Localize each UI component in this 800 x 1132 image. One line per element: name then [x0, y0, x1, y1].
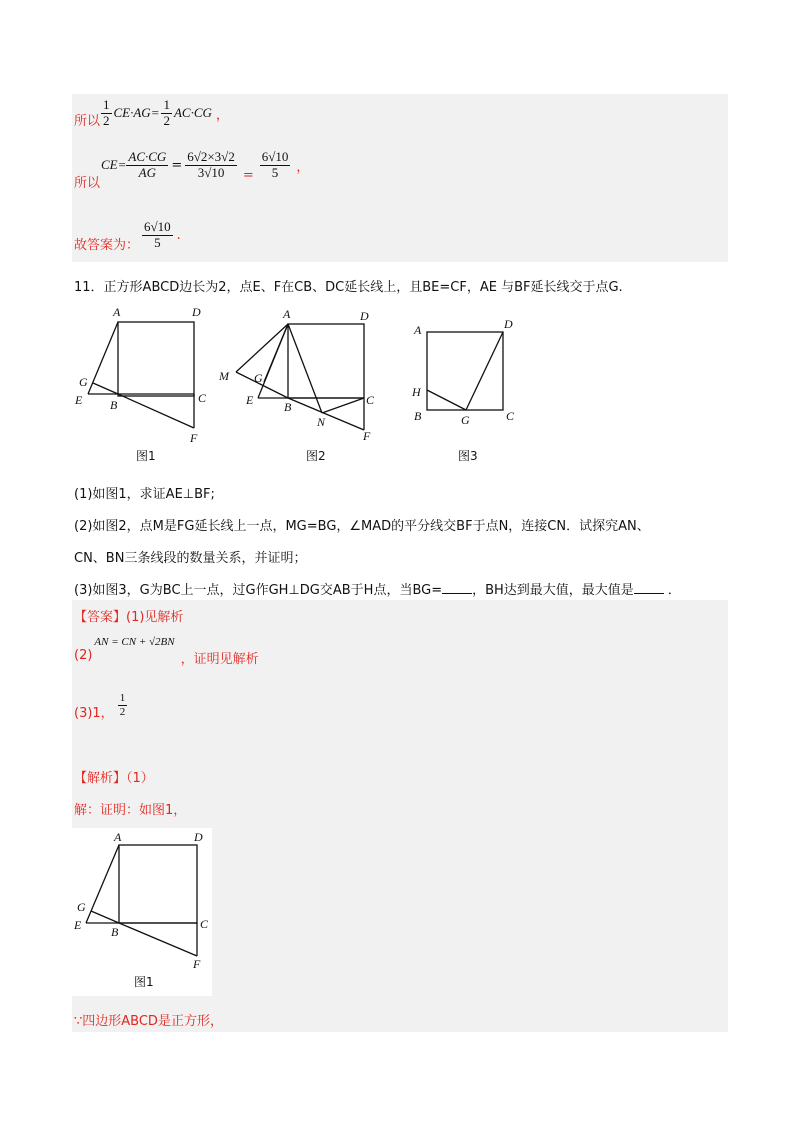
- analysis-tag: 【解析】: [74, 771, 127, 786]
- fig2-caption: 图2: [306, 449, 326, 463]
- fig1-label-f: F: [190, 431, 198, 445]
- fig3-label-h: H: [412, 385, 421, 399]
- line1-expression: [101, 98, 229, 129]
- fig2-label-g: G: [254, 371, 263, 385]
- fig3-line-gh: [427, 390, 466, 410]
- answer-2-formula: AN = CN + √2BN: [94, 636, 175, 648]
- fig3-caption: 图3: [458, 449, 478, 463]
- answer-2-prefix: (2): [74, 648, 93, 663]
- fig1-label-g: G: [79, 375, 88, 389]
- expr-ce-ag: CE·AG=: [113, 105, 160, 121]
- fig2-line-am: [236, 324, 288, 372]
- fig3-label-c: C: [506, 409, 515, 423]
- fig1-label-b: B: [110, 398, 118, 412]
- frac-result: $\frac{6√10}{5}$: [261, 149, 289, 180]
- answer-1: (1)见解析: [126, 610, 184, 625]
- problem-number: 11．: [74, 280, 104, 295]
- q3-part-c: ．: [667, 583, 681, 598]
- fig3-label-d: D: [504, 317, 513, 331]
- question-2-line1: (2)如图2，点M是FG延长线上一点，MG=BG，∠MAD的平分线交BF于点N，连接CN．试探究AN、: [74, 519, 650, 534]
- problem-statement: [74, 276, 623, 295]
- line3-expression: [142, 220, 181, 251]
- fig3-label-a: A: [414, 323, 422, 337]
- answer-3-prefix: (3)1，: [74, 705, 114, 721]
- af-label-a: A: [114, 830, 122, 844]
- fig1-label-c: C: [198, 391, 207, 405]
- figures-row: [60, 300, 540, 470]
- fig2-line-nc: [322, 398, 364, 413]
- comma: ，: [215, 107, 229, 123]
- question-2-line2: CN、BN三条线段的数量关系，并证明；: [74, 551, 307, 566]
- eq-sign-red: =: [242, 167, 254, 183]
- period: .: [176, 227, 181, 243]
- q3-blank-1[interactable]: [442, 581, 472, 594]
- q3-blank-2[interactable]: [634, 581, 664, 594]
- frac-accg-ag: $\frac{AC\cdot CG}{AG}$: [128, 149, 167, 180]
- fig1-label-a: A: [113, 305, 121, 319]
- fig2-label-c: C: [366, 393, 375, 407]
- af-caption: 图1: [134, 975, 154, 989]
- frac-half-2: $\frac{1}{2}$: [163, 97, 170, 128]
- answer-tag: 【答案】: [74, 610, 127, 625]
- fig1-square: [118, 322, 194, 396]
- af-label-e: E: [74, 918, 82, 932]
- fig3-square: [427, 332, 503, 410]
- answer-2: [74, 636, 259, 667]
- problem-text: 正方形ABCD边长为2，点E、F在CB、DC延长线上，且BE=CF，AE 与BF延长线交于点G.: [103, 280, 623, 295]
- analysis-part: （1）: [126, 771, 154, 786]
- af-label-d: D: [194, 830, 203, 844]
- comma-2: ，: [296, 159, 310, 175]
- line2-prefix: 所以: [74, 176, 101, 191]
- frac-numeric: $\frac{6√2\times 3√2}{3√10}$: [187, 149, 235, 180]
- answer-3-frac: $\frac{1}{2}$: [119, 692, 126, 718]
- eq-sign: =: [171, 157, 183, 173]
- fig2-square: [288, 324, 364, 398]
- frac-answer: $\frac{6√10}{5}$: [144, 219, 171, 250]
- fig1-label-d: D: [192, 305, 201, 319]
- frac-half-1: $\frac{1}{2}$: [103, 97, 110, 128]
- fig2-line-bf: [288, 398, 364, 430]
- af-label-b: B: [111, 925, 119, 939]
- analysis-header: [74, 767, 154, 786]
- analysis-figure: [72, 828, 212, 996]
- fig3-line-dg: [466, 332, 503, 410]
- figure-1: [88, 322, 194, 428]
- fig2-label-n: N: [317, 415, 326, 429]
- analysis-last-line: ∵四边形ABCD是正方形，: [74, 1014, 223, 1029]
- expr-ce: CE=: [101, 157, 127, 173]
- fig2-line-ag: [264, 324, 288, 382]
- fig2-label-f: F: [363, 429, 371, 443]
- fig1-label-e: E: [75, 393, 83, 407]
- fig2-label-d: D: [360, 309, 369, 323]
- line3-prefix: 故答案为：: [74, 238, 140, 253]
- fig2-label-e: E: [246, 393, 254, 407]
- answer-3: [74, 692, 127, 724]
- figure-3: [427, 332, 503, 410]
- af-label-g: G: [77, 900, 86, 914]
- fig3-label-b: B: [414, 409, 422, 423]
- af-label-c: C: [200, 917, 209, 931]
- question-1: (1)如图1，求证AE⊥BF;: [74, 487, 215, 502]
- fig3-label-g: G: [461, 413, 470, 427]
- expr-ac-cg: AC·CG: [173, 105, 212, 121]
- af-label-f: F: [193, 957, 201, 971]
- analysis-line1: 解：证明：如图1，: [74, 803, 187, 818]
- fig1-line-bf: [118, 394, 194, 428]
- line1-prefix: 所以: [74, 114, 101, 129]
- fig2-label-a: A: [283, 307, 291, 321]
- q3-part-b: ，BH达到最大值，最大值是: [472, 583, 634, 598]
- fig1-line-ae: [88, 322, 118, 394]
- question-3: [74, 579, 681, 598]
- fig2-label-m: M: [219, 369, 229, 383]
- fig1-line-bg: [93, 383, 118, 394]
- line2-expression: [101, 150, 309, 181]
- fig2-label-b: B: [284, 400, 292, 414]
- answer-block: [74, 606, 183, 625]
- q3-part-a: (3)如图3，G为BC上一点，过G作GH⊥DG交AB于H点，当BG=: [74, 583, 443, 598]
- fig1-caption: 图1: [136, 449, 156, 463]
- answer-2-suffix: ，证明见解析: [180, 652, 259, 667]
